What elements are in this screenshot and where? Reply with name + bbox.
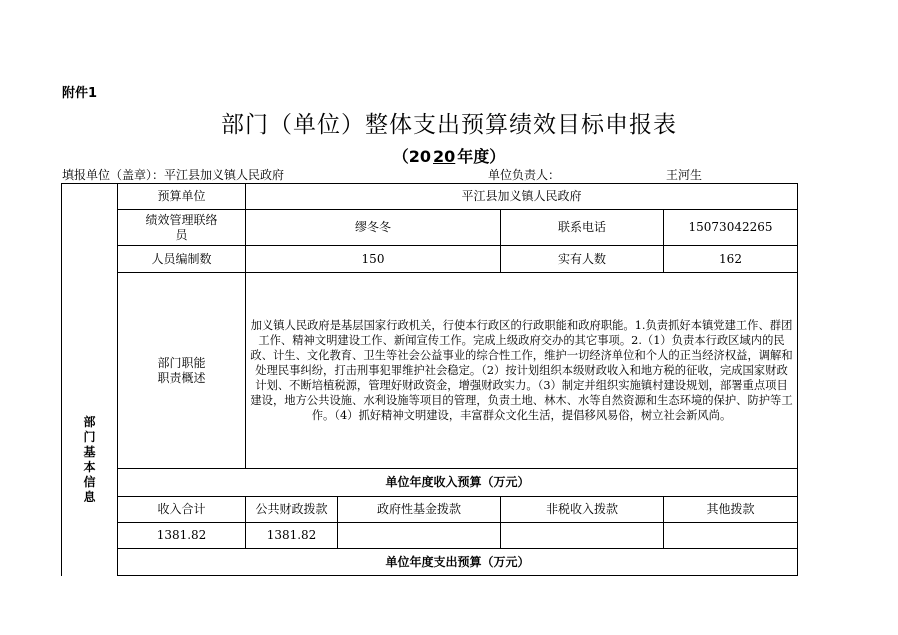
income-budget-title: 单位年度收入预算（万元） bbox=[118, 469, 798, 497]
income-value-other bbox=[664, 523, 798, 549]
income-header-public-finance: 公共财政拨款 bbox=[246, 497, 338, 523]
staff-quota-label: 人员编制数 bbox=[118, 246, 246, 273]
year-close: 年度） bbox=[457, 147, 506, 166]
year-line bbox=[0, 144, 898, 167]
actual-staff-value: 162 bbox=[664, 246, 798, 273]
income-header-non-tax: 非税收入拨款 bbox=[501, 497, 664, 523]
income-value-total: 1381.82 bbox=[118, 523, 246, 549]
expense-budget-title: 单位年度支出预算（万元） bbox=[118, 549, 798, 576]
contact-name: 缪冬冬 bbox=[246, 210, 501, 246]
phone-label: 联系电话 bbox=[501, 210, 664, 246]
duty-label: 部门职能职责概述 bbox=[118, 273, 246, 469]
income-value-gov-fund bbox=[338, 523, 501, 549]
budget-unit-value: 平江县加义镇人民政府 bbox=[246, 184, 798, 210]
income-header-other: 其他拨款 bbox=[664, 497, 798, 523]
budget-form-table bbox=[61, 183, 798, 576]
page-title: 部门（单位）整体支出预算绩效目标申报表 bbox=[221, 112, 677, 138]
unit-lead-label: 单位负责人： bbox=[488, 168, 561, 182]
year-open: （20 bbox=[392, 147, 431, 166]
income-header-gov-fund: 政府性基金拨款 bbox=[338, 497, 501, 523]
attachment-label: 附件1 bbox=[62, 86, 98, 101]
phone-value: 15073042265 bbox=[664, 210, 798, 246]
income-value-public-finance: 1381.82 bbox=[246, 523, 338, 549]
side-section-label: 部门基本信息 bbox=[62, 184, 118, 576]
fill-unit: 填报单位（盖章）：平江县加义镇人民政府 bbox=[62, 168, 285, 182]
duty-description: 加义镇人民政府是基层国家行政机关，行使本行政区的行政职能和政府职能。1.负责抓好本镇党建工作、群团工作、精神文明建设工作、新闻宣传工作。完成上级政府交办的其它事项。2.（1）负责本行政区域内的民政、计生、文化教育、卫生等社会公益事业的综合性工作，维护一切经济单位和个人的正当经济权益，调解和处理民事纠纷，打击刑事犯罪维护社会稳定。（2）按计划组织本级财政收入和地方税的征收，完成国家财政计划、不断培植税源，管理好财政资金，增强财政实力。（3）制定并组织实施镇村建设规划，部署重点项目建设，地方公共设施、水利设施等项目的管理，负责土地、林木、水等自然资源和生态环境的保护、防护等工作。（4）抓好精神文明建设，丰富群众文化生活，提倡移风易俗，树立社会新风尚。 bbox=[246, 273, 798, 469]
contact-label: 绩效管理联络员 bbox=[118, 210, 246, 246]
unit-lead-name: 王河生 bbox=[666, 168, 703, 182]
staff-quota-value: 150 bbox=[246, 246, 501, 273]
actual-staff-label: 实有人数 bbox=[501, 246, 664, 273]
income-value-non-tax bbox=[501, 523, 664, 549]
year-value: 20 bbox=[433, 147, 456, 166]
budget-unit-label: 预算单位 bbox=[118, 184, 246, 210]
income-header-total: 收入合计 bbox=[118, 497, 246, 523]
